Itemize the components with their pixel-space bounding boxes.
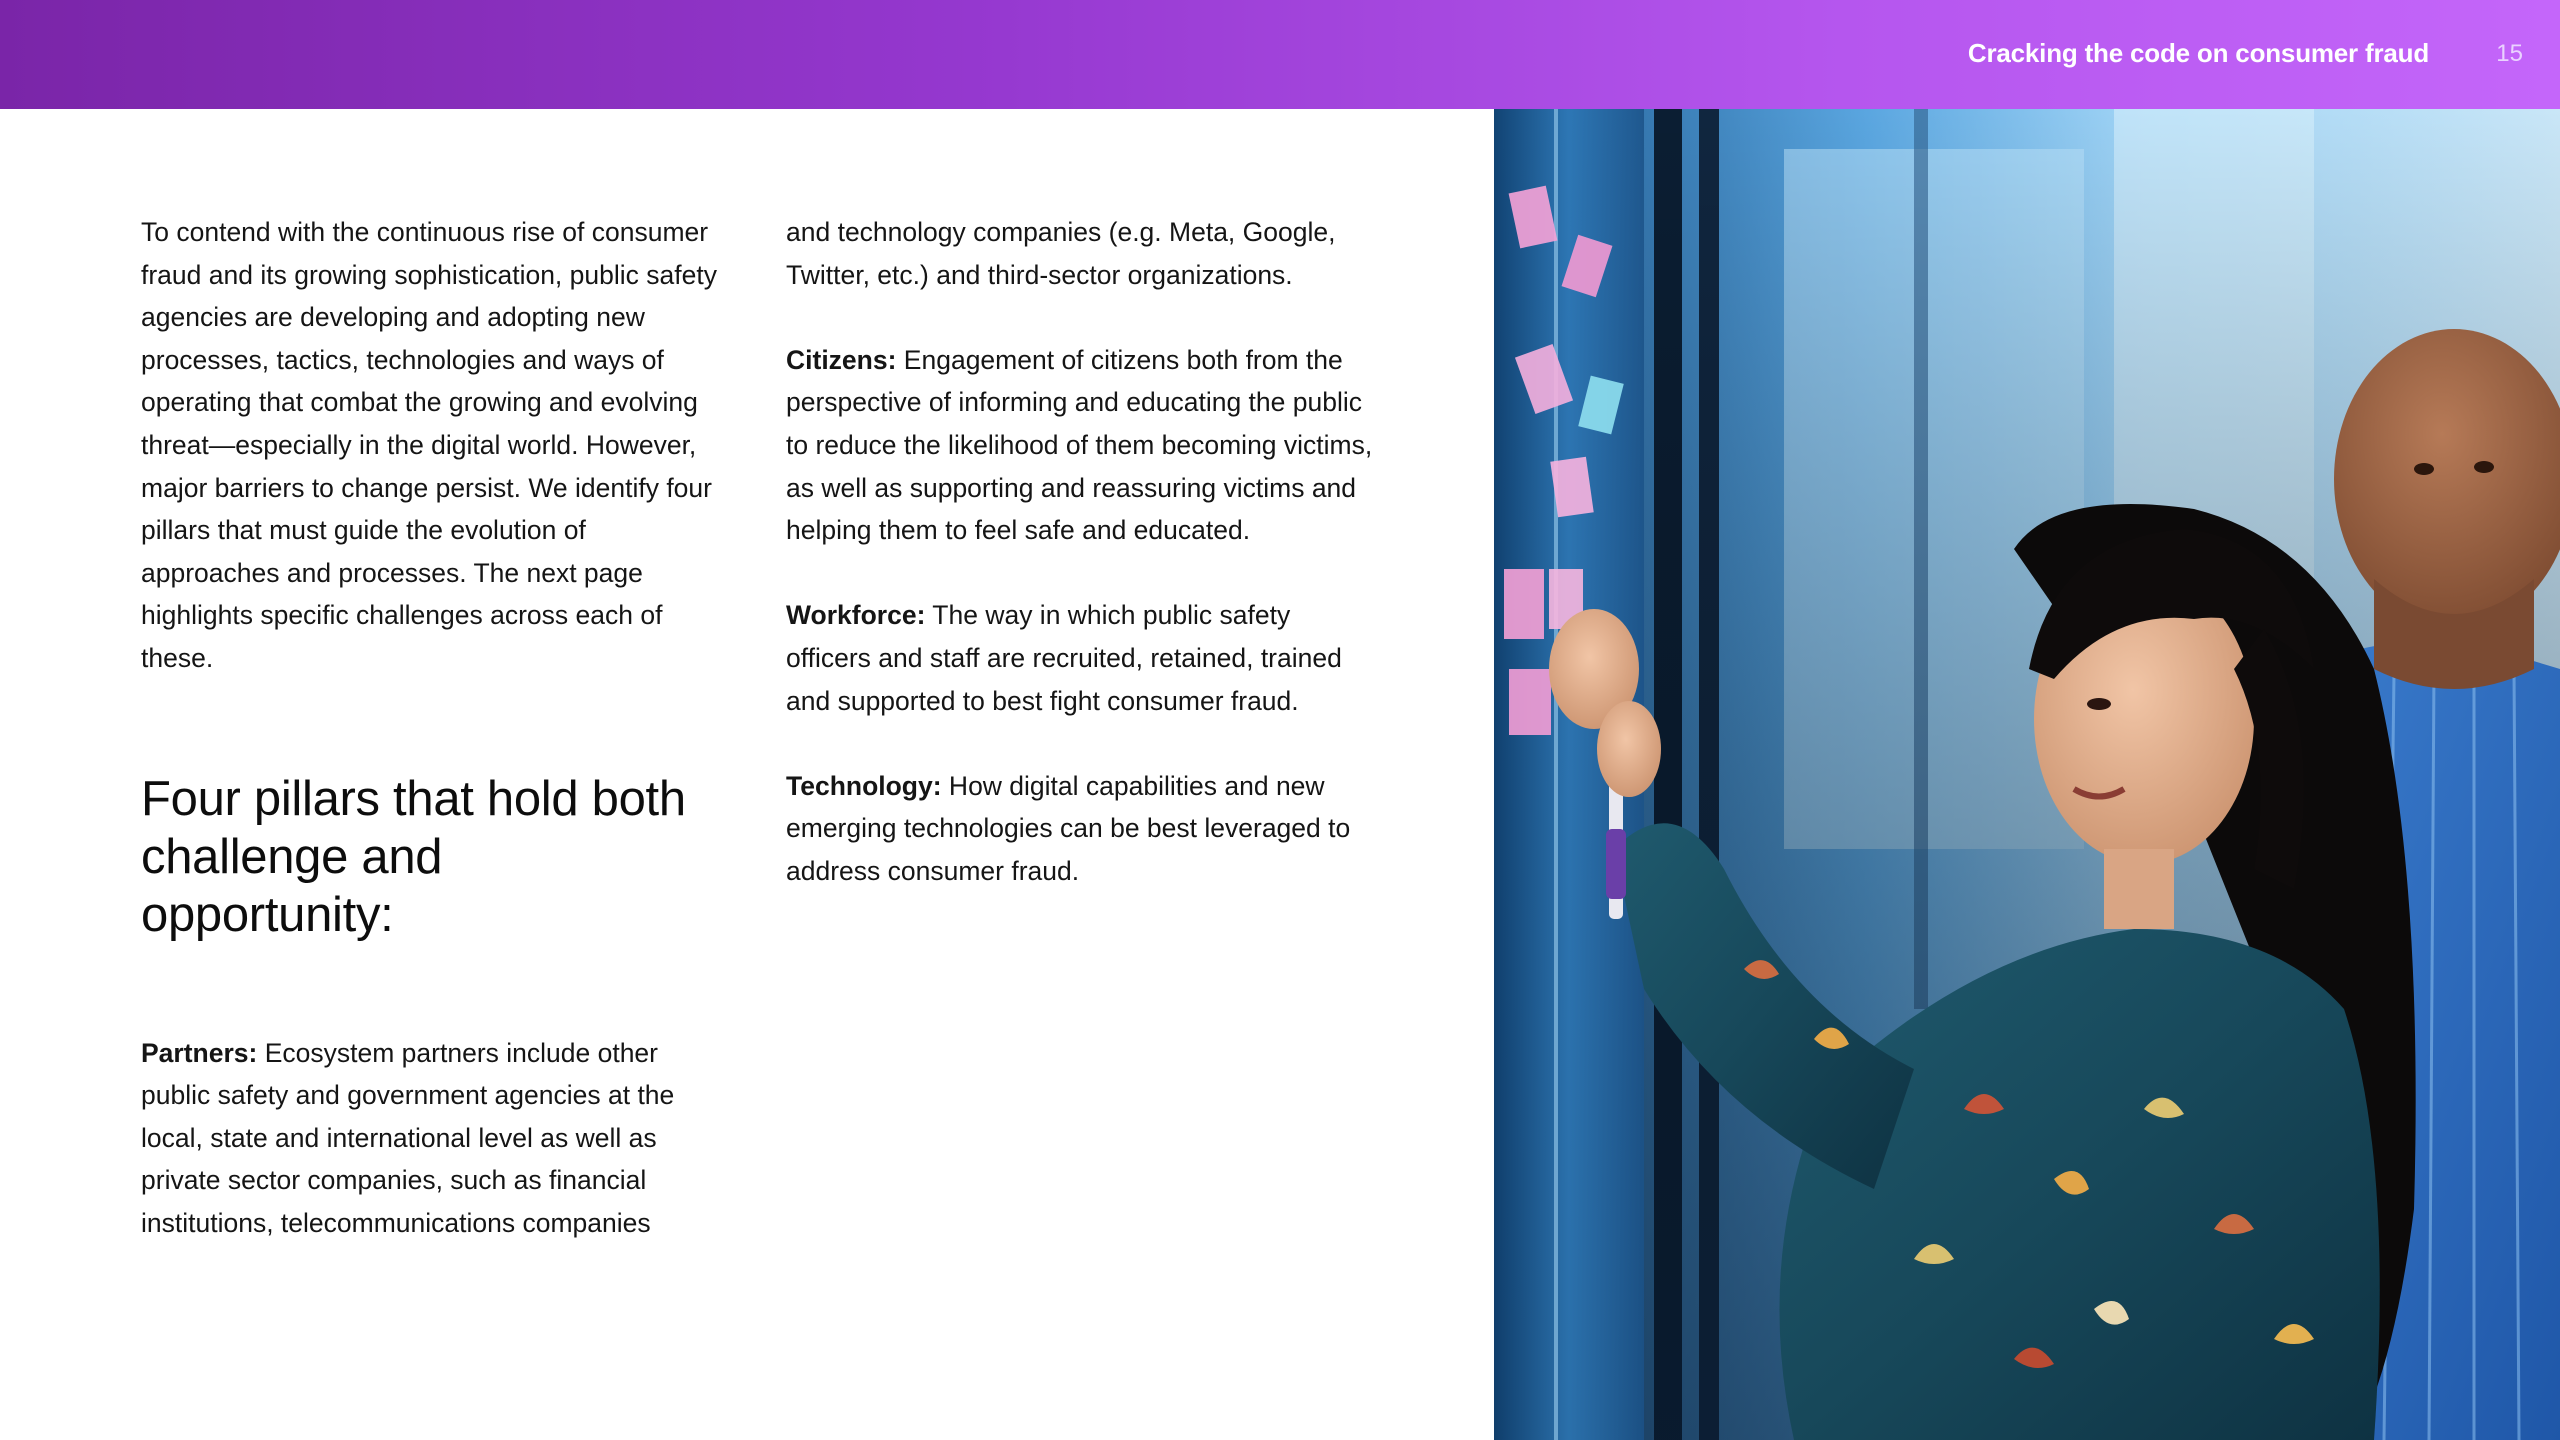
pillar-citizens xyxy=(786,339,1376,552)
pillar-description: How digital capabilities and new emerging technologies can be best leveraged to address consumer fraud. xyxy=(786,770,1351,886)
pillar-term: Technology: xyxy=(786,770,942,801)
intro-paragraph: To contend with the continuous rise of consumer fraud and its growing sophistication, public safety agencies are developing and adopting new processes, tactics, technologies and ways of operating that combat the growing and evolving threat—especially in the digital world. However, major barriers to change persist. We identify four pillars that must guide the evolution of approaches and processes. The next page highlights specific challenges across each of these. xyxy=(141,217,717,673)
pillar-term: Workforce: xyxy=(786,600,926,631)
pillar-description: Engagement of citizens both from the perspective of informing and educating the public to reduce the likelihood of them becoming victims, as well as supporting and reassuring victims and helping them to feel safe and educated. xyxy=(786,344,1373,546)
document-title: Cracking the code on consumer fraud xyxy=(1967,38,2429,68)
section-heading: Four pillars that hold both challenge and opportunity: xyxy=(141,771,686,942)
pillar-technology xyxy=(786,765,1376,893)
middle-column xyxy=(786,211,1376,893)
pillar-partners-continued: and technology companies (e.g. Meta, Google, Twitter, etc.) and third-sector organizations. xyxy=(786,217,1336,290)
pillar-workforce xyxy=(786,594,1376,722)
pillar-partners xyxy=(141,1032,731,1245)
pillar-description: The way in which public safety officers and staff are recruited, retained, trained and supported to best fight consumer fraud. xyxy=(786,600,1342,716)
pillar-term: Partners: xyxy=(141,1037,258,1068)
pillar-term: Citizens: xyxy=(786,344,897,375)
pillar-description: Ecosystem partners include other public safety and government agencies at the local, state and international level as well as private sector companies, such as financial institutions, telecommunications companies xyxy=(141,1037,675,1238)
page-header xyxy=(0,0,2560,109)
left-column xyxy=(141,211,731,1245)
page-number: 15 xyxy=(2496,40,2523,67)
hero-photo xyxy=(1494,109,2560,1440)
